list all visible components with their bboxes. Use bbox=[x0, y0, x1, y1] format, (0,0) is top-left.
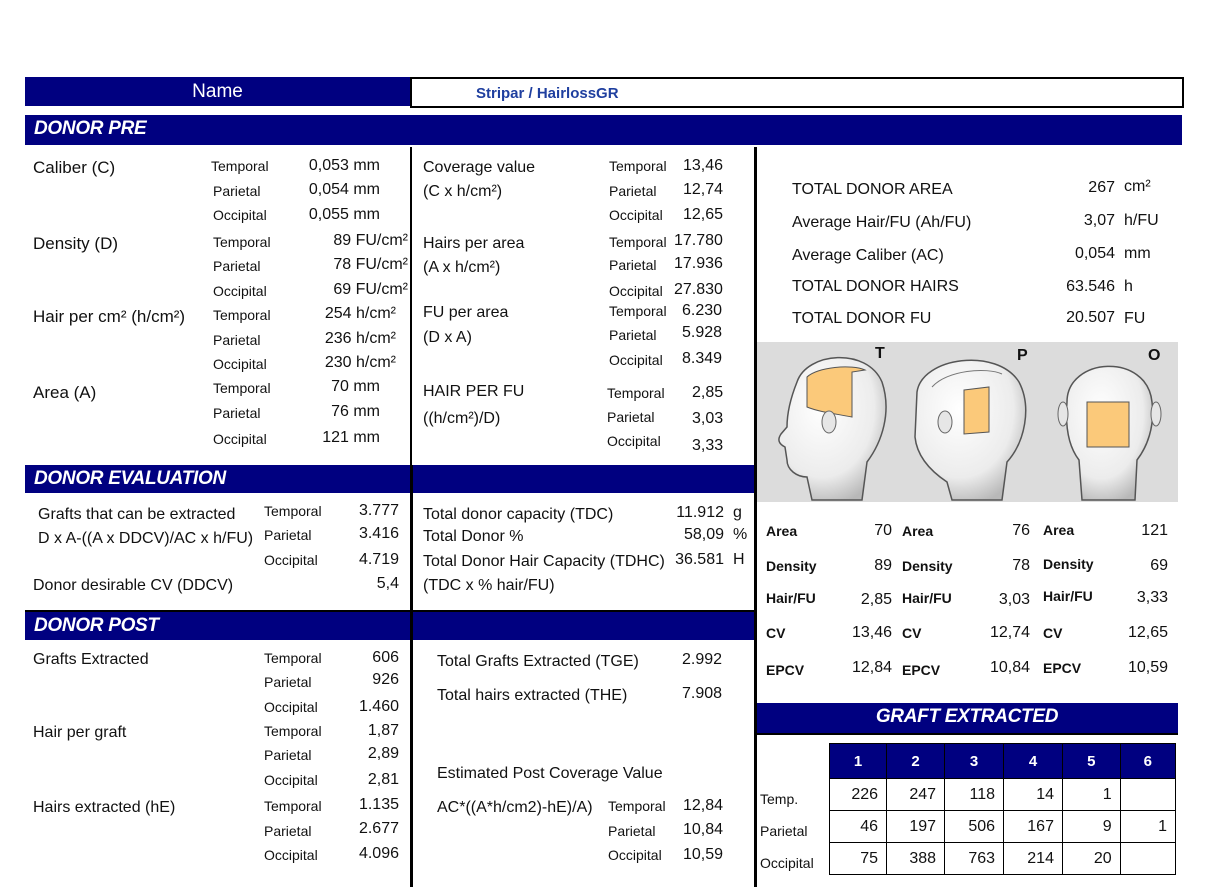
section-graft-extracted bbox=[756, 703, 1178, 733]
summary-epcv-label: EPCV bbox=[1043, 660, 1082, 676]
grafts-extracted-label: Grafts Extracted bbox=[33, 651, 149, 668]
section-title: DONOR EVALUATION bbox=[34, 468, 226, 489]
zone-label: Parietal bbox=[213, 258, 261, 274]
zone-label: Temporal bbox=[264, 798, 322, 814]
zone-label: Parietal bbox=[213, 332, 261, 348]
summary-hairfu-parietal: 3,03 bbox=[998, 591, 1030, 608]
total-donor-area-unit: cm² bbox=[1124, 178, 1151, 195]
summary-area-occipital: 121 bbox=[1141, 522, 1168, 539]
section-title: DONOR PRE bbox=[34, 118, 147, 139]
zone-label: Temporal bbox=[609, 158, 667, 174]
grafts-extractable-formula: D x A-((A x DDCV)/AC x h/FU) bbox=[38, 530, 254, 547]
hair-per-graft-temporal: 1,87 bbox=[367, 722, 399, 739]
graft-table-header bbox=[830, 744, 1176, 779]
summary-epcv-label: EPCV bbox=[766, 662, 805, 678]
grafts-extractable-temporal: 3.777 bbox=[358, 502, 399, 519]
total-donor-percent-unit: % bbox=[733, 526, 748, 543]
total-donor-percent-label: Total Donor % bbox=[423, 528, 524, 545]
area-occipital: 121 mm bbox=[322, 429, 380, 446]
divider bbox=[756, 733, 1178, 735]
head-parietal-label: P bbox=[1017, 347, 1028, 364]
area-label: Area (A) bbox=[33, 383, 97, 402]
zone-label: Occipital bbox=[213, 431, 267, 447]
summary-area-label: Area bbox=[1043, 522, 1075, 538]
avg-caliber-unit: mm bbox=[1124, 245, 1151, 262]
coverage-parietal: 12,74 bbox=[683, 181, 724, 198]
hairs-area-label: Hairs per area bbox=[423, 235, 525, 252]
tdhc-unit: H bbox=[733, 551, 745, 568]
coverage-formula: (C x h/cm²) bbox=[423, 183, 503, 200]
hairs-extracted-temporal: 1.135 bbox=[358, 796, 399, 813]
heads-panel bbox=[757, 342, 1178, 502]
graft-cell: 20 bbox=[1062, 843, 1120, 875]
graft-row-label: Occipital bbox=[760, 855, 814, 871]
zone-label: Occipital bbox=[609, 207, 663, 223]
summary-epcv-label: EPCV bbox=[902, 662, 941, 678]
hair-per-graft-parietal: 2,89 bbox=[367, 745, 399, 762]
divider bbox=[410, 465, 413, 887]
summary-cv-label: CV bbox=[902, 625, 922, 641]
grafts-extractable-occipital: 4.719 bbox=[358, 551, 399, 568]
zone-label: Temporal bbox=[608, 798, 666, 814]
summary-epcv-temporal: 12,84 bbox=[851, 659, 892, 676]
hair-cm2-temporal: 254 h/cm² bbox=[324, 305, 396, 322]
hairs-extracted-parietal: 2.677 bbox=[358, 820, 399, 837]
hair-cm2-occipital: 230 h/cm² bbox=[324, 354, 396, 371]
coverage-label: Coverage value bbox=[423, 159, 536, 176]
graft-col-header: 3 bbox=[945, 744, 1004, 779]
fu-area-occipital: 8.349 bbox=[682, 350, 723, 367]
divider bbox=[410, 147, 412, 465]
hairs-area-occipital: 27.830 bbox=[674, 281, 723, 298]
coverage-temporal: 13,46 bbox=[683, 157, 724, 174]
graft-cell: 118 bbox=[945, 779, 1004, 811]
hair-per-graft-occipital: 2,81 bbox=[367, 771, 399, 788]
hairs-extracted-label: Hairs extracted (hE) bbox=[33, 799, 176, 816]
hair-per-graft-label: Hair per graft bbox=[33, 724, 127, 741]
fu-area-formula: (D x A) bbox=[423, 329, 472, 346]
section-donor-evaluation bbox=[25, 465, 754, 493]
area-parietal: 76 mm bbox=[331, 403, 380, 420]
zone-label: Parietal bbox=[213, 405, 261, 421]
graft-cell: 75 bbox=[830, 843, 887, 875]
tdhc-formula: (TDC x % hair/FU) bbox=[423, 577, 555, 594]
summary-area-label: Area bbox=[766, 523, 798, 539]
section-title: DONOR POST bbox=[34, 615, 159, 636]
zone-label: Occipital bbox=[264, 552, 318, 568]
zone-label: Temporal bbox=[607, 385, 665, 401]
density-occipital: 69 FU/cm² bbox=[333, 281, 408, 298]
total-donor-percent-value: 58,09 bbox=[683, 526, 724, 543]
avg-caliber-value: 0,054 bbox=[1074, 245, 1115, 262]
hair-fu-temporal: 2,85 bbox=[692, 384, 724, 401]
divider bbox=[754, 147, 757, 887]
heads-illustration bbox=[757, 342, 1178, 502]
caliber-occipital: 0,055 mm bbox=[308, 206, 380, 223]
graft-cell: 506 bbox=[945, 811, 1004, 843]
section-title: GRAFT EXTRACTED bbox=[875, 706, 1059, 727]
tge-value: 2.992 bbox=[682, 651, 723, 668]
summary-cv-label: CV bbox=[766, 625, 786, 641]
graft-cell: 167 bbox=[1004, 811, 1063, 843]
summary-hairfu-label: Hair/FU bbox=[902, 590, 952, 606]
density-label: Density (D) bbox=[33, 234, 119, 253]
epcv-temporal: 12,84 bbox=[683, 797, 724, 814]
zone-label: Occipital bbox=[213, 356, 267, 372]
density-temporal: 89 FU/cm² bbox=[333, 232, 408, 249]
zone-label: Parietal bbox=[609, 183, 657, 199]
summary-area-parietal: 76 bbox=[1012, 522, 1030, 539]
graft-col-header: 1 bbox=[830, 744, 887, 779]
avg-caliber-label: Average Caliber (AC) bbox=[792, 247, 944, 264]
hair-fu-formula: ((h/cm²)/D) bbox=[423, 410, 501, 427]
total-donor-hairs-value: 63.546 bbox=[1066, 278, 1115, 295]
ddcv-label: Donor desirable CV (DDCV) bbox=[33, 577, 234, 594]
summary-hairfu-label: Hair/FU bbox=[766, 590, 816, 606]
head-temporal-icon bbox=[779, 358, 886, 500]
total-donor-hairs-unit: h bbox=[1124, 278, 1133, 295]
zone-label: Temporal bbox=[213, 234, 271, 250]
summary-area-temporal: 70 bbox=[874, 522, 892, 539]
ddcv-value: 5,4 bbox=[376, 575, 399, 592]
avg-hair-fu-label: Average Hair/FU (Ah/FU) bbox=[792, 214, 972, 231]
zone-label: Parietal bbox=[609, 327, 657, 343]
total-donor-hairs-label: TOTAL DONOR HAIRS bbox=[792, 278, 959, 295]
divider bbox=[25, 610, 754, 612]
summary-hairfu-label: Hair/FU bbox=[1043, 588, 1093, 604]
zone-label: Parietal bbox=[608, 823, 656, 839]
coverage-occipital: 12,65 bbox=[683, 206, 724, 223]
graft-cell: 14 bbox=[1004, 779, 1063, 811]
caliber-parietal: 0,054 mm bbox=[308, 181, 380, 198]
graft-cell: 388 bbox=[887, 843, 945, 875]
graft-col-header: 6 bbox=[1120, 744, 1175, 779]
graft-cell: 247 bbox=[887, 779, 945, 811]
grafts-extractable-parietal: 3.416 bbox=[358, 525, 399, 542]
hair-cm2-parietal: 236 h/cm² bbox=[324, 330, 396, 347]
zone-label: Occipital bbox=[609, 352, 663, 368]
graft-cell: 9 bbox=[1062, 811, 1120, 843]
total-donor-fu-label: TOTAL DONOR FU bbox=[792, 310, 932, 327]
graft-cell: 1 bbox=[1120, 811, 1175, 843]
graft-cell: 197 bbox=[887, 811, 945, 843]
summary-density-label: Density bbox=[902, 558, 953, 574]
summary-hairfu-occipital: 3,33 bbox=[1136, 589, 1168, 606]
tdc-label: Total donor capacity (TDC) bbox=[423, 506, 614, 523]
hair-fu-label: HAIR PER FU bbox=[423, 383, 525, 400]
hair-per-cm2-label: Hair per cm² (h/cm²) bbox=[33, 307, 186, 326]
total-donor-fu-unit: FU bbox=[1124, 310, 1146, 327]
caliber-temporal: 0,053 mm bbox=[308, 157, 380, 174]
grafts-extracted-occipital: 1.460 bbox=[358, 698, 399, 715]
zone-label: Temporal bbox=[211, 158, 269, 174]
summary-density-temporal: 89 bbox=[874, 557, 892, 574]
summary-density-label: Density bbox=[766, 558, 817, 574]
density-parietal: 78 FU/cm² bbox=[333, 256, 408, 273]
summary-hairfu-temporal: 2,85 bbox=[860, 591, 892, 608]
epcv-occipital: 10,59 bbox=[683, 846, 724, 863]
hairs-area-temporal: 17.780 bbox=[674, 232, 723, 249]
summary-epcv-parietal: 10,84 bbox=[989, 659, 1030, 676]
name-label: Name bbox=[192, 81, 243, 102]
total-donor-area-label: TOTAL DONOR AREA bbox=[792, 181, 953, 198]
graft-cell: 46 bbox=[830, 811, 887, 843]
summary-density-label: Density bbox=[1043, 556, 1094, 572]
name-header bbox=[25, 77, 410, 106]
zone-label: Temporal bbox=[264, 723, 322, 739]
hairs-area-formula: (A x h/cm²) bbox=[423, 259, 501, 276]
summary-density-parietal: 78 bbox=[1012, 557, 1030, 574]
section-donor-post bbox=[25, 612, 754, 640]
area-temporal: 70 mm bbox=[331, 378, 380, 395]
summary-cv-occipital: 12,65 bbox=[1127, 624, 1168, 641]
zone-label: Parietal bbox=[264, 527, 312, 543]
hairs-extracted-occipital: 4.096 bbox=[358, 845, 399, 862]
zone-label: Occipital bbox=[264, 772, 318, 788]
zone-label: Occipital bbox=[609, 283, 663, 299]
grafts-extracted-temporal: 606 bbox=[372, 649, 399, 666]
graft-cell: 214 bbox=[1004, 843, 1063, 875]
grafts-extractable-label: Grafts that can be extracted bbox=[38, 506, 236, 523]
hairs-area-parietal: 17.936 bbox=[674, 255, 723, 272]
zone-label: Parietal bbox=[609, 257, 657, 273]
graft-cell bbox=[1120, 843, 1175, 875]
summary-epcv-occipital: 10,59 bbox=[1127, 659, 1168, 676]
head-occipital-label: O bbox=[1148, 347, 1161, 364]
zone-label: Occipital bbox=[264, 699, 318, 715]
fu-area-parietal: 5.928 bbox=[682, 324, 723, 341]
summary-density-occipital: 69 bbox=[1150, 557, 1168, 574]
hair-fu-parietal: 3,03 bbox=[692, 410, 724, 427]
zone-label: Parietal bbox=[264, 747, 312, 763]
zone-label: Parietal bbox=[213, 183, 261, 199]
graft-col-header: 2 bbox=[887, 744, 945, 779]
summary-cv-parietal: 12,74 bbox=[989, 624, 1030, 641]
table-row bbox=[830, 843, 1176, 875]
graft-col-header: 4 bbox=[1004, 744, 1063, 779]
graft-col-header: 5 bbox=[1062, 744, 1120, 779]
hair-fu-occipital: 3,33 bbox=[692, 437, 724, 454]
zone-label: Temporal bbox=[264, 503, 322, 519]
zone-label: Parietal bbox=[264, 823, 312, 839]
tdhc-label: Total Donor Hair Capacity (TDHC) bbox=[423, 553, 665, 570]
epcv-label: Estimated Post Coverage Value bbox=[437, 765, 663, 782]
name-value: Stripar / HairlossGR bbox=[476, 85, 619, 102]
total-donor-fu-value: 20.507 bbox=[1066, 309, 1115, 326]
zone-label: Temporal bbox=[213, 307, 271, 323]
graft-row-label: Temp. bbox=[760, 791, 799, 807]
graft-cell: 763 bbox=[945, 843, 1004, 875]
table-row bbox=[830, 811, 1176, 843]
avg-hair-fu-unit: h/FU bbox=[1124, 212, 1159, 229]
zone-label: Temporal bbox=[213, 380, 271, 396]
tge-label: Total Grafts Extracted (TGE) bbox=[437, 653, 639, 670]
epcv-formula: AC*((A*h/cm2)-hE)/A) bbox=[437, 799, 593, 816]
summary-area-label: Area bbox=[902, 523, 934, 539]
epcv-parietal: 10,84 bbox=[683, 821, 724, 838]
name-field[interactable] bbox=[410, 77, 1184, 108]
zone-label: Temporal bbox=[264, 650, 322, 666]
graft-row-label: Parietal bbox=[760, 823, 808, 839]
section-donor-pre bbox=[25, 115, 1182, 145]
zone-label: Parietal bbox=[607, 409, 655, 425]
head-temporal-label: T bbox=[875, 345, 885, 362]
total-donor-area-value: 267 bbox=[1088, 179, 1115, 196]
tdhc-value: 36.581 bbox=[675, 551, 724, 568]
graft-cell bbox=[1120, 779, 1175, 811]
the-value: 7.908 bbox=[682, 685, 723, 702]
zone-label: Temporal bbox=[609, 303, 667, 319]
caliber-label: Caliber (C) bbox=[33, 158, 116, 177]
fu-area-label: FU per area bbox=[423, 304, 509, 321]
zone-label: Occipital bbox=[607, 433, 661, 449]
grafts-extracted-parietal: 926 bbox=[372, 671, 399, 688]
zone-label: Temporal bbox=[609, 234, 667, 250]
summary-cv-label: CV bbox=[1043, 625, 1063, 641]
zone-label: Occipital bbox=[213, 207, 267, 223]
fu-area-temporal: 6.230 bbox=[682, 302, 723, 319]
zone-label: Occipital bbox=[608, 847, 662, 863]
zone-label: Occipital bbox=[264, 847, 318, 863]
head-parietal-icon bbox=[915, 360, 1026, 500]
zone-label: Parietal bbox=[264, 674, 312, 690]
graft-cell: 226 bbox=[830, 779, 887, 811]
tdc-value: 11.912 bbox=[676, 504, 724, 521]
head-occipital-icon bbox=[1058, 366, 1161, 500]
summary-cv-temporal: 13,46 bbox=[851, 624, 892, 641]
tdc-unit: g bbox=[733, 504, 742, 521]
table-row bbox=[830, 779, 1176, 811]
avg-hair-fu-value: 3,07 bbox=[1083, 212, 1115, 229]
zone-label: Occipital bbox=[213, 283, 267, 299]
the-label: Total hairs extracted (THE) bbox=[437, 687, 628, 704]
graft-extracted-table bbox=[829, 743, 1176, 875]
graft-cell: 1 bbox=[1062, 779, 1120, 811]
